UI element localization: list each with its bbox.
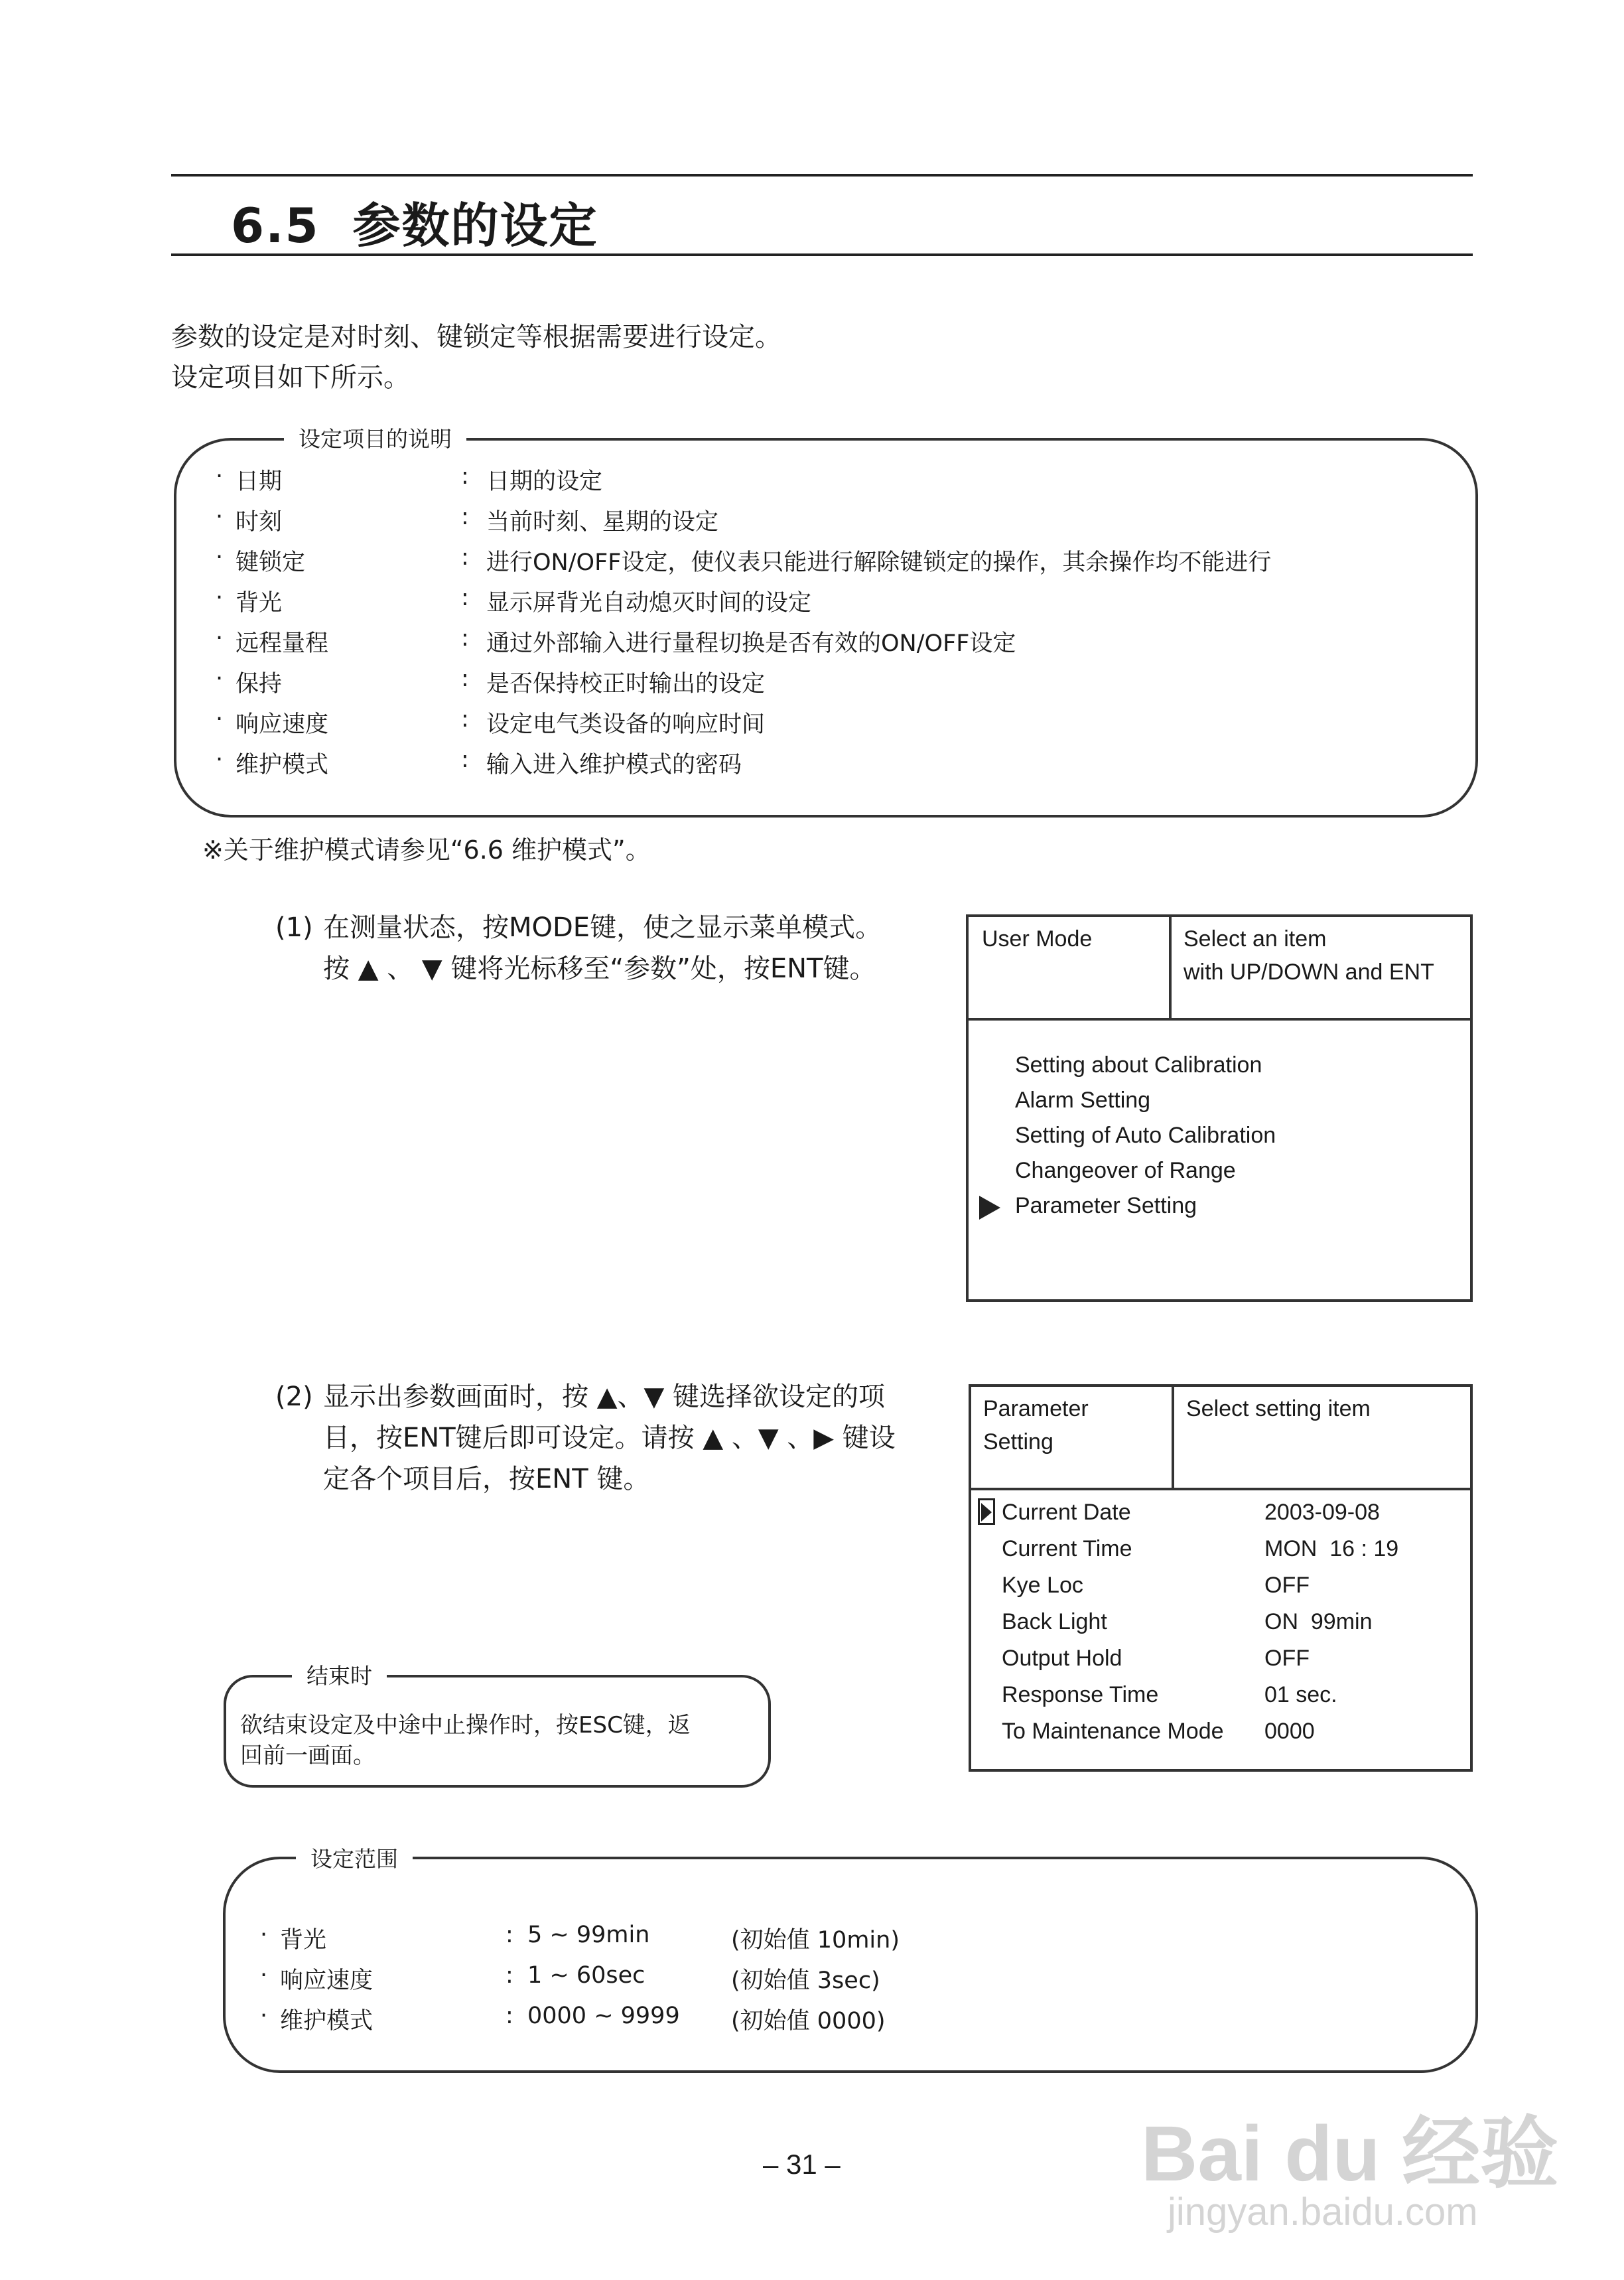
- param-name: Current Date: [1002, 1500, 1131, 1525]
- item-colon: :: [461, 544, 469, 571]
- range-colon: :: [506, 1922, 513, 1948]
- range-bullet: ·: [260, 2003, 268, 2029]
- screen-1-mode: User Mode: [982, 926, 1093, 952]
- screen-2-divider: [1172, 1387, 1174, 1488]
- list-item: [216, 585, 1450, 618]
- range-value: 1 ~ 60sec: [527, 1962, 645, 1989]
- item-bullet: ·: [216, 747, 224, 773]
- item-bullet: ·: [216, 706, 224, 733]
- item-colon: :: [461, 666, 469, 692]
- item-name: 键锁定: [236, 549, 306, 576]
- range-item: [260, 2003, 1388, 2036]
- item-name: 保持: [236, 671, 283, 697]
- param-value: MON 16 : 19: [1264, 1536, 1399, 1561]
- range-name: 维护模式: [280, 2008, 373, 2034]
- range-box-label: 设定范围: [296, 1842, 413, 1873]
- user-mode-screen: [966, 914, 1473, 1302]
- parameter-setting-screen: [969, 1384, 1473, 1772]
- item-description: 进行ON/OFF设定，使仪表只能进行解除键锁定的操作，其余操作均不能进行: [486, 549, 1272, 576]
- item-description: 输入进入维护模式的密码: [486, 752, 742, 778]
- menu-item: Parameter Setting: [1015, 1193, 1197, 1218]
- range-colon: :: [506, 2003, 513, 2029]
- items-box-label: 设定项目的说明: [284, 422, 466, 453]
- menu-item: Setting of Auto Calibration: [1015, 1123, 1276, 1148]
- watermark-brand: Bai du 经验: [1141, 2110, 1559, 2198]
- item-bullet: ·: [216, 585, 224, 611]
- item-description: 日期的设定: [486, 468, 603, 495]
- item-name: 时刻: [236, 509, 283, 535]
- param-value: 01 sec.: [1264, 1682, 1337, 1707]
- page-number: – 31 –: [763, 2149, 841, 2180]
- param-name: Response Time: [1002, 1682, 1159, 1707]
- item-description: 设定电气类设备的响应时间: [486, 711, 766, 738]
- item-name: 维护模式: [236, 752, 329, 778]
- range-item: [260, 1922, 1388, 1955]
- param-value: OFF: [1264, 1573, 1310, 1598]
- list-item: [216, 747, 1450, 780]
- watermark-url: jingyan.baidu.com: [1168, 2190, 1478, 2234]
- item-description: 是否保持校正时输出的设定: [486, 671, 766, 697]
- range-name: 响应速度: [280, 1967, 373, 1994]
- param-name: Back Light: [1002, 1609, 1107, 1634]
- item-name: 日期: [236, 468, 283, 495]
- intro-line-2: 设定项目如下所示。: [171, 362, 410, 393]
- screen-1-hint-1: Select an item: [1184, 926, 1327, 952]
- step-1: [275, 907, 912, 1040]
- item-colon: :: [461, 747, 469, 773]
- range-name: 背光: [280, 1927, 327, 1954]
- item-colon: :: [461, 504, 469, 530]
- item-description: 通过外部输入进行量程切换是否有效的ON/OFF设定: [486, 630, 1016, 657]
- range-default: (初始值 0000): [731, 2008, 886, 2034]
- screen-2-hint: Select setting item: [1186, 1396, 1371, 1421]
- param-cursor-icon: [978, 1498, 995, 1525]
- item-description: 当前时刻、星期的设定: [486, 509, 719, 535]
- end-box-line-1: 欲结束设定及中途中止操作时，按ESC键，返: [240, 1712, 691, 1739]
- item-colon: :: [461, 625, 469, 652]
- maintenance-note: ※关于维护模式请参见“6.6 维护模式”。: [202, 835, 651, 865]
- list-item: [216, 625, 1450, 658]
- list-item: [216, 463, 1450, 496]
- param-value: 2003-09-08: [1264, 1500, 1380, 1525]
- intro-line-1: 参数的设定是对时刻、键锁定等根据需要进行设定。: [171, 322, 781, 352]
- screen-1-divider: [1169, 917, 1172, 1018]
- list-item: [216, 544, 1450, 577]
- step-2-label: (2): [275, 1382, 313, 1412]
- step-1-label: (1): [275, 912, 313, 943]
- item-name: 响应速度: [236, 711, 329, 738]
- menu-item: Changeover of Range: [1015, 1158, 1236, 1183]
- param-value: ON 99min: [1264, 1609, 1373, 1634]
- param-value: 0000: [1264, 1719, 1315, 1744]
- top-rule: [171, 174, 1473, 177]
- param-name: Output Hold: [1002, 1646, 1122, 1671]
- item-name: 背光: [236, 590, 283, 616]
- item-bullet: ·: [216, 544, 224, 571]
- list-item: [216, 706, 1450, 739]
- item-description: 显示屏背光自动熄灭时间的设定: [486, 590, 812, 616]
- screen-2-mode-2: Setting: [983, 1429, 1053, 1455]
- list-item: [216, 504, 1450, 537]
- param-name: To Maintenance Mode: [1002, 1719, 1224, 1744]
- menu-item: Setting about Calibration: [1015, 1052, 1262, 1078]
- range-item: [260, 1962, 1388, 1995]
- screen-2-mode-1: Parameter: [983, 1396, 1089, 1421]
- item-bullet: ·: [216, 463, 224, 490]
- range-default: (初始值 10min): [731, 1927, 900, 1954]
- section-title: [231, 187, 598, 256]
- step-2: [275, 1376, 912, 1509]
- param-value: OFF: [1264, 1646, 1310, 1671]
- item-colon: :: [461, 706, 469, 733]
- end-box-label: 结束时: [292, 1659, 387, 1690]
- screen-1-hint-2: with UP/DOWN and ENT: [1184, 960, 1434, 985]
- range-value: 5 ~ 99min: [527, 1922, 650, 1948]
- item-colon: :: [461, 585, 469, 611]
- menu-cursor-icon: [979, 1196, 1000, 1220]
- range-colon: :: [506, 1962, 513, 1989]
- end-box-line-2: 回前一画面。: [240, 1743, 375, 1769]
- item-bullet: ·: [216, 504, 224, 530]
- range-bullet: ·: [260, 1922, 268, 1948]
- item-name: 远程量程: [236, 630, 329, 657]
- item-colon: :: [461, 463, 469, 490]
- list-item: [216, 666, 1450, 699]
- section-number: 6.5: [231, 198, 320, 253]
- menu-item: Alarm Setting: [1015, 1088, 1151, 1113]
- step-2-text: 显示出参数画面时，按 ▲、▼ 键选择欲设定的项目，按ENT键后即可设定。请按 ▲ 、▼ 、▶ 键设定各个项目后，按ENT 键。: [323, 1382, 896, 1494]
- range-bullet: ·: [260, 1962, 268, 1989]
- range-default: (初始值 3sec): [731, 1967, 880, 1994]
- item-bullet: ·: [216, 625, 224, 652]
- param-name: Kye Loc: [1002, 1573, 1083, 1598]
- bottom-rule: [171, 253, 1473, 256]
- item-bullet: ·: [216, 666, 224, 692]
- range-value: 0000 ~ 9999: [527, 2003, 680, 2029]
- section-title-text: 参数的设定: [352, 198, 598, 253]
- step-1-text: 在测量状态，按MODE键，使之显示菜单模式。按 ▲ 、 ▼ 键将光标移至“参数”处，按ENT键。: [323, 912, 882, 984]
- param-name: Current Time: [1002, 1536, 1132, 1561]
